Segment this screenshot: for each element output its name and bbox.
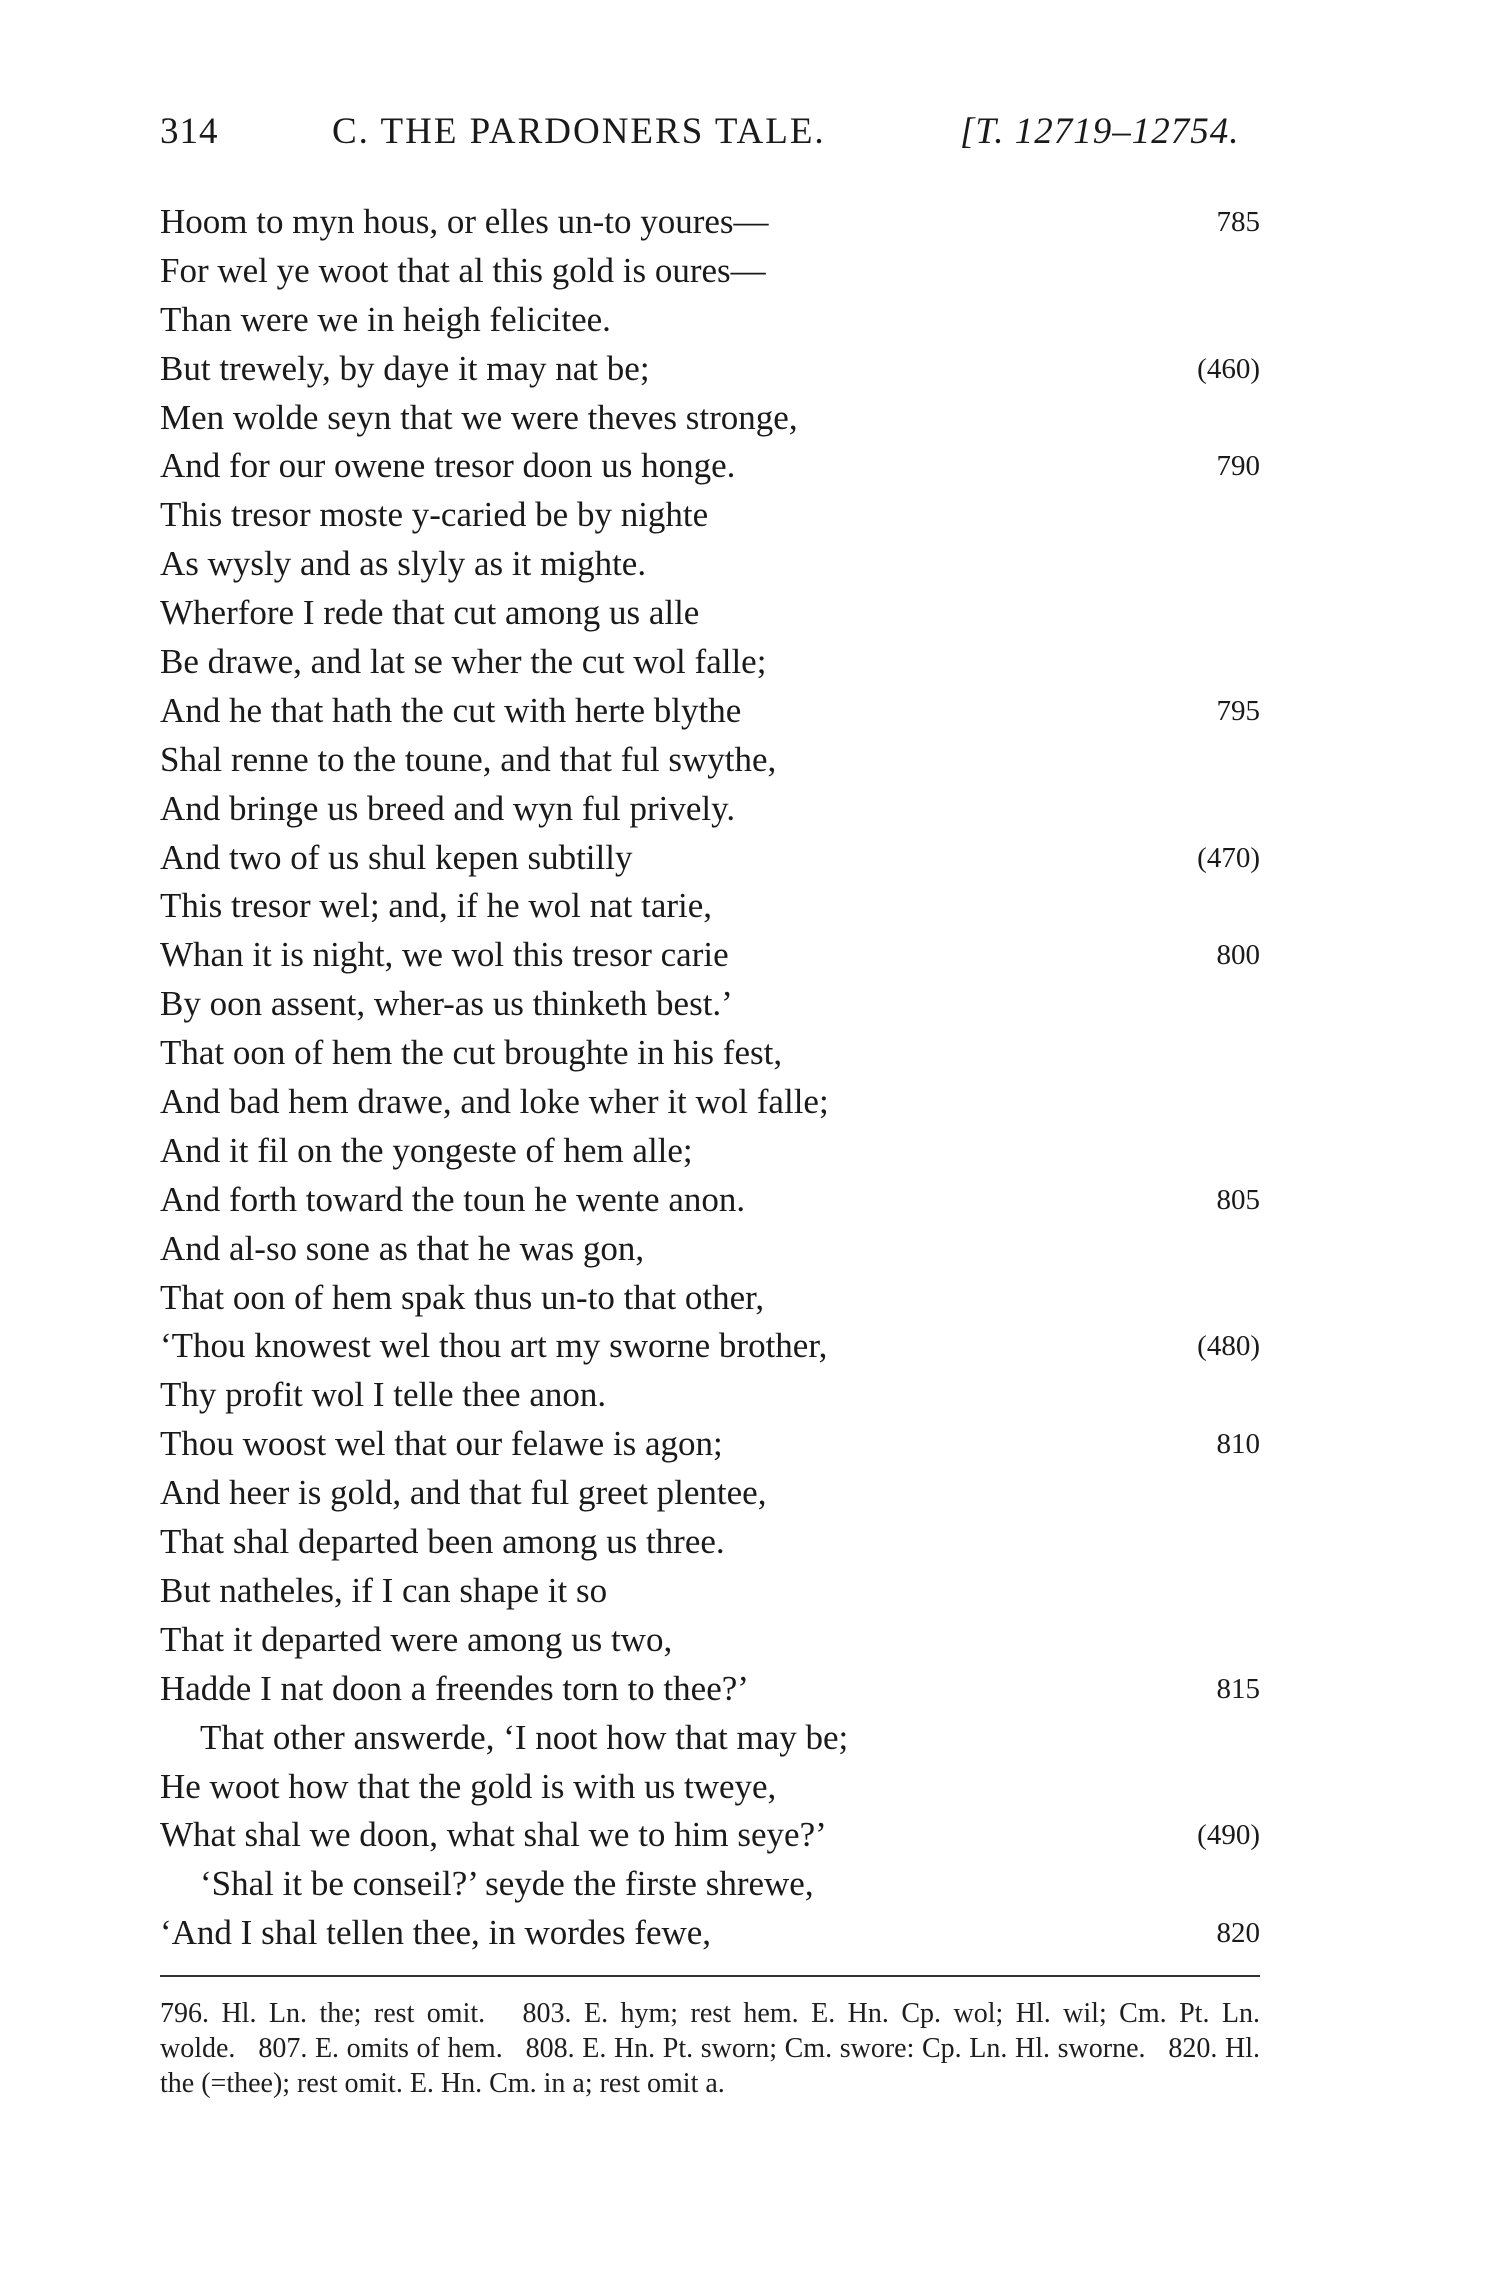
verse-text: But natheles, if I can shape it so — [160, 1570, 608, 1610]
footnote: 807. E. omits of hem. — [258, 2033, 503, 2064]
verse-line — [160, 1665, 1260, 1714]
verse-line — [160, 1078, 1260, 1127]
verse-line — [160, 1567, 1260, 1616]
footnote: 796. Hl. Ln. the; rest omit. — [160, 1998, 486, 2029]
line-range: [T. 12719–12754. — [960, 111, 1240, 152]
line-number: 810 — [1216, 1428, 1260, 1461]
page-number: 314 — [160, 111, 219, 152]
verse-text: By oon assent, wher-as us thinketh best.’ — [160, 984, 733, 1024]
verse-line — [160, 931, 1260, 980]
verse-block — [160, 198, 1260, 1958]
verse-text: That it departed were among us two, — [160, 1619, 673, 1659]
verse-text: Shal renne to the toune, and that ful swythe, — [160, 739, 777, 779]
verse-line — [160, 491, 1260, 540]
verse-line — [160, 1811, 1260, 1860]
verse-line — [160, 1225, 1260, 1274]
verse-line — [160, 980, 1260, 1029]
verse-line — [160, 1176, 1260, 1225]
verse-text: Be drawe, and lat se wher the cut wol falle; — [160, 642, 767, 682]
verse-text: And al-so sone as that he was gon, — [160, 1228, 645, 1268]
verse-line — [160, 247, 1260, 296]
verse-line — [160, 1274, 1260, 1323]
line-number: (480) — [1197, 1330, 1260, 1363]
verse-text: And forth toward the toun he wente anon. — [160, 1179, 746, 1219]
line-number: 795 — [1216, 694, 1260, 727]
verse-text: As wysly and as slyly as it mighte. — [160, 544, 647, 584]
verse-line — [160, 442, 1260, 491]
verse-line — [160, 882, 1260, 931]
verse-line — [160, 1860, 1260, 1909]
verse-line — [160, 736, 1260, 785]
verse-text: That other answerde, ‘I noot how that may be; — [200, 1717, 849, 1757]
verse-text: But trewely, by daye it may nat be; — [160, 348, 650, 388]
line-number: (490) — [1197, 1819, 1260, 1852]
footnote: 820. Hl. the (=thee); rest omit. E. Hn. Cm. in a; rest omit a. — [160, 2033, 1261, 2099]
verse-text: Than were we in heigh felicitee. — [160, 299, 611, 339]
verse-text: Thou woost wel that our felawe is agon; — [160, 1424, 723, 1464]
verse-text: And for our owene tresor doon us honge. — [160, 446, 736, 486]
verse-line — [160, 834, 1260, 883]
verse-line — [160, 1616, 1260, 1665]
verse-line — [160, 1420, 1260, 1469]
footnote: 808. E. Hn. Pt. sworn; Cm. swore: Cp. Ln. Hl. sworne. — [525, 2033, 1146, 2064]
verse-text: That oon of hem the cut broughte in his fest, — [160, 1033, 783, 1073]
verse-line — [160, 687, 1260, 736]
verse-text: And it fil on the yongeste of hem alle; — [160, 1130, 693, 1170]
verse-line — [160, 540, 1260, 589]
line-number: 820 — [1216, 1917, 1260, 1950]
line-number: 815 — [1216, 1672, 1260, 1705]
verse-text: This tresor wel; and, if he wol nat tarie, — [160, 886, 713, 926]
running-header — [160, 110, 1260, 164]
verse-text: And heer is gold, and that ful greet plentee, — [160, 1473, 767, 1513]
verse-text: He woot how that the gold is with us tweye, — [160, 1766, 777, 1806]
verse-text: And he that hath the cut with herte blythe — [160, 690, 742, 730]
line-number: (460) — [1197, 352, 1260, 385]
verse-text: This tresor moste y-caried be by nighte — [160, 495, 709, 535]
verse-line — [160, 296, 1260, 345]
verse-text: That shal departed been among us three. — [160, 1522, 725, 1562]
verse-text: Whan it is night, we wol this tresor carie — [160, 935, 729, 975]
verse-line — [160, 1518, 1260, 1567]
verse-text: Hadde I nat doon a freendes torn to thee?’ — [160, 1668, 749, 1708]
footnote-divider — [160, 1975, 1260, 1977]
verse-text: Thy profit wol I telle thee anon. — [160, 1375, 607, 1415]
verse-text: Men wolde seyn that we were theves stronge, — [160, 397, 798, 437]
verse-text: What shal we doon, what shal we to him seye?’ — [160, 1815, 827, 1855]
verse-text: Hoom to myn hous, or elles un-to youres— — [160, 202, 769, 241]
verse-text: And bad hem drawe, and loke wher it wol falle; — [160, 1082, 829, 1122]
verse-line — [160, 345, 1260, 394]
verse-text: And bringe us breed and wyn ful prively. — [160, 788, 736, 828]
verse-line — [160, 1127, 1260, 1176]
verse-text: For wel ye woot that al this gold is oures— — [160, 250, 766, 290]
line-number: 800 — [1216, 939, 1260, 972]
verse-text: Wherfore I rede that cut among us alle — [160, 593, 700, 633]
verse-line — [160, 1371, 1260, 1420]
line-number: 790 — [1216, 450, 1260, 483]
verse-line — [160, 1763, 1260, 1812]
verse-line — [160, 1714, 1260, 1763]
verse-line — [160, 1909, 1260, 1958]
verse-line — [160, 785, 1260, 834]
footnote: 803. E. hym; rest hem. E. Hn. Cp. wol; Hl. wil; Cm. Pt. Ln. wolde. — [160, 1998, 1260, 2064]
verse-text: That oon of hem spak thus un-to that other, — [160, 1277, 765, 1317]
verse-line — [160, 1322, 1260, 1371]
verse-text: ‘And I shal tellen thee, in wordes fewe, — [160, 1913, 712, 1953]
verse-line — [160, 198, 1260, 247]
footnotes — [160, 1996, 1260, 2101]
line-number: 805 — [1216, 1183, 1260, 1216]
page-title: C. THE PARDONERS TALE. — [332, 111, 826, 152]
verse-text: ‘Shal it be conseil?’ seyde the firste shrewe, — [200, 1864, 814, 1904]
verse-line — [160, 1029, 1260, 1078]
verse-text: ‘Thou knowest wel thou art my sworne brother, — [160, 1326, 828, 1366]
line-number: (470) — [1197, 841, 1260, 874]
verse-line — [160, 394, 1260, 443]
verse-line — [160, 589, 1260, 638]
line-number: 785 — [1216, 206, 1260, 238]
verse-line — [160, 638, 1260, 687]
verse-text: And two of us shul kepen subtilly — [160, 837, 633, 877]
verse-line — [160, 1469, 1260, 1518]
